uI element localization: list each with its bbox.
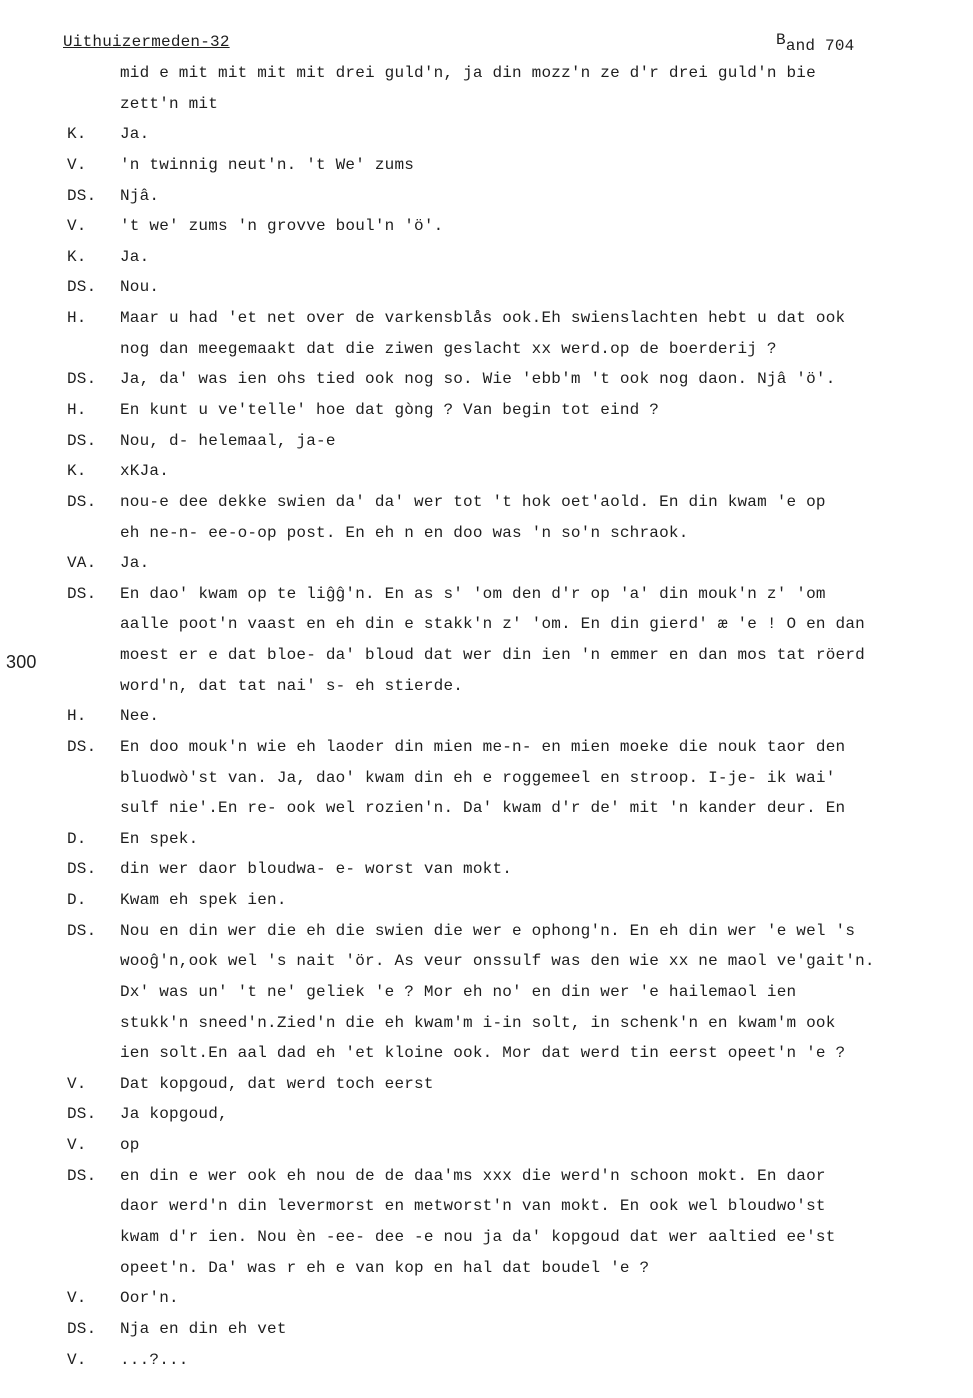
line-text: bluodwò'st van. Ja, dao' kwam din eh e roggemeel en stroop. I-je- ik wai' — [120, 768, 836, 787]
transcript-line — [0, 518, 973, 548]
line-text: moest er e dat bloe- da' bloud dat wer din ien 'n emmer en dan mos tat röerd — [120, 646, 865, 664]
transcript-line — [0, 181, 973, 211]
speaker-label: H. — [67, 309, 87, 327]
transcript-line — [0, 885, 973, 915]
transcript-line — [0, 1253, 973, 1283]
speaker-label: H. — [67, 400, 87, 419]
speaker-label: D. — [67, 829, 87, 848]
speaker-label: DS. — [67, 921, 97, 940]
transcript-line — [0, 1161, 973, 1191]
line-text: Nou. — [120, 278, 160, 297]
line-text: Ja. — [120, 247, 150, 266]
transcript-line — [0, 364, 973, 394]
transcript-line — [0, 426, 973, 456]
line-text: nou-e dee dekke swien da' da' wer tot 't hok oet'aold. En din kwam 'e op — [120, 492, 826, 511]
line-text: eh ne-n- ee-o-op post. En eh n en doo was 'n so'n schraok. — [120, 523, 689, 542]
speaker-label: DS. — [67, 431, 97, 450]
transcript-line — [0, 456, 973, 486]
transcript-line — [0, 701, 973, 731]
line-text: En spek. — [120, 829, 199, 848]
line-text: Nja en din eh vet — [120, 1319, 287, 1338]
transcript-line — [0, 916, 973, 946]
line-text: zett'n mit — [120, 94, 219, 113]
transcript-line — [0, 242, 973, 272]
band-number — [776, 31, 854, 55]
transcript-line — [0, 609, 973, 639]
speaker-label: DS. — [67, 1166, 97, 1185]
transcript-line — [0, 1314, 973, 1344]
line-text: En kunt u ve'telle' hoe dat gòng ? Van begin tot eind ? — [120, 400, 660, 419]
line-text: din wer daor bloudwa- e- worst van mokt. — [120, 860, 513, 879]
speaker-label: V. — [67, 1136, 87, 1154]
line-text: Kwam eh spek ien. — [120, 891, 287, 909]
line-text: daor werd'n din levermorst en metworst'n van mokt. En ook wel bloudwo'st — [120, 1197, 826, 1216]
transcript-line — [0, 487, 973, 517]
speaker-label: V. — [67, 1074, 87, 1093]
transcript-line — [0, 150, 973, 180]
transcript-line — [0, 640, 973, 670]
transcript-line — [0, 58, 973, 88]
line-text: Dx' was un' 't ne' geliek 'e ? Mor eh no' en din wer 'e hailemaol ien — [120, 982, 797, 1001]
speaker-label: DS. — [67, 492, 97, 511]
transcript-line — [0, 1345, 973, 1375]
speaker-label: V. — [67, 1350, 87, 1369]
speaker-label: V. — [67, 1289, 87, 1308]
transcript-line — [0, 1222, 973, 1252]
line-text: Nou, d- helemaal, ja-e — [120, 431, 336, 450]
speaker-label: D. — [67, 891, 87, 909]
speaker-label: K. — [67, 247, 87, 266]
transcript-line — [0, 89, 973, 119]
line-text: Ja. — [120, 125, 150, 144]
speaker-label: DS. — [67, 860, 97, 879]
line-text: Ja. — [120, 554, 150, 573]
line-text: op — [120, 1136, 140, 1154]
transcript-line — [0, 1038, 973, 1068]
line-text: mid e mit mit mit mit drei guld'n, ja din mozz'n ze d'r drei guld'n bie — [120, 64, 816, 82]
band-initial: B — [776, 31, 786, 49]
line-text: Ja, da' was ien ohs tied ook nog so. Wie 'ebb'm 't ook nog daon. Njâ 'ö'. — [120, 370, 836, 389]
transcript-line — [0, 1130, 973, 1160]
transcript-line — [0, 303, 973, 333]
speaker-label: K. — [67, 462, 87, 481]
line-text: Dat kopgoud, dat werd toch eerst — [120, 1074, 434, 1093]
line-text: 'n twinnig neut'n. 't We' zums — [120, 155, 415, 174]
line-text: xKJa. — [120, 462, 170, 481]
transcript-line — [0, 1191, 973, 1221]
speaker-label: H. — [67, 707, 87, 726]
line-text: nog dan meegemaakt dat die ziwen geslacht xx werd.op de boerderij ? — [120, 339, 777, 358]
band-label: and 704 — [785, 37, 855, 55]
transcript-line — [0, 1069, 973, 1099]
speaker-label: K. — [67, 125, 87, 144]
line-text: stukk'n sneed'n.Zied'n die eh kwam'm i-in solt, in schenk'n en kwam'm ook — [120, 1013, 836, 1032]
line-text: word'n, dat tat nai' s- eh stierde. — [120, 676, 464, 695]
line-text: Ja kopgoud, — [120, 1105, 228, 1124]
transcript-line — [0, 793, 973, 823]
speaker-label: DS. — [67, 1319, 97, 1338]
speaker-label: VA. — [67, 554, 97, 573]
margin-number: 300 — [6, 652, 37, 672]
transcript-line — [0, 732, 973, 762]
speaker-label: DS. — [67, 186, 97, 205]
line-text: 't we' zums 'n grovve boul'n 'ö'. — [120, 217, 444, 236]
page-header-title: Uithuizermeden-32 — [63, 33, 230, 51]
speaker-label: V. — [67, 155, 87, 174]
line-text: wooĝ'n,ook wel 's nait 'ör. As veur onssulf was den wie xx ne maol ve'gait'n. — [120, 952, 875, 971]
line-text: En doo mouk'n wie eh laoder din mien me-n- en mien moeke die nouk taor den — [120, 737, 846, 756]
line-text: En dao' kwam op te liĝĝ'n. En as s' 'om den d'r op 'a' din mouk'n z' 'om — [120, 584, 826, 603]
transcript-line — [0, 763, 973, 793]
line-text: Maar u had 'et net over de varkensblås ook.Eh swienslachten hebt u dat ook — [120, 309, 846, 327]
transcript-line — [0, 211, 973, 241]
line-text: Nee. — [120, 707, 160, 726]
line-text: Njâ. — [120, 186, 160, 205]
transcript-line — [0, 824, 973, 854]
line-text: en din e wer ook eh nou de de daa'ms xxx die werd'n schoon mokt. En daor — [120, 1166, 826, 1185]
line-text: aalle poot'n vaast en eh din e stakk'n z' 'om. En din gierd' æ 'e ! O en dan — [120, 615, 865, 634]
transcript-line — [0, 579, 973, 609]
speaker-label: DS. — [67, 278, 97, 297]
line-text: opeet'n. Da' was r eh e van kop en hal dat boudel 'e ? — [120, 1258, 650, 1277]
speaker-label: DS. — [67, 584, 97, 603]
transcript-line — [0, 1099, 973, 1129]
line-text: sulf nie'.En re- ook wel rozien'n. Da' kwam d'r de' mit 'n kander deur. En — [120, 799, 846, 818]
line-text: Nou en din wer die eh die swien die wer e ophong'n. En eh din wer 'e wel 's — [120, 921, 856, 940]
transcript-line — [0, 1008, 973, 1038]
speaker-label: DS. — [67, 1105, 97, 1124]
speaker-label: V. — [67, 217, 87, 236]
transcript-line — [0, 671, 973, 701]
transcript-line — [0, 395, 973, 425]
line-text: ...?... — [120, 1350, 189, 1369]
line-text: ien solt.En aal dad eh 'et kloine ook. Mor dat werd tin eerst opeet'n 'e ? — [120, 1044, 846, 1063]
transcript-line — [0, 548, 973, 578]
speaker-label: DS. — [67, 370, 97, 389]
speaker-label: DS. — [67, 737, 97, 756]
transcript-line — [0, 272, 973, 302]
transcript-line — [0, 334, 973, 364]
line-text: kwam d'r ien. Nou èn -ee- dee -e nou ja da' kopgoud dat wer aaltied ee'st — [120, 1227, 836, 1246]
transcript-line — [0, 119, 973, 149]
transcript-line — [0, 977, 973, 1007]
transcript-line — [0, 854, 973, 884]
line-text: Oor'n. — [120, 1289, 179, 1308]
transcript-line — [0, 946, 973, 976]
transcript-line — [0, 1283, 973, 1313]
